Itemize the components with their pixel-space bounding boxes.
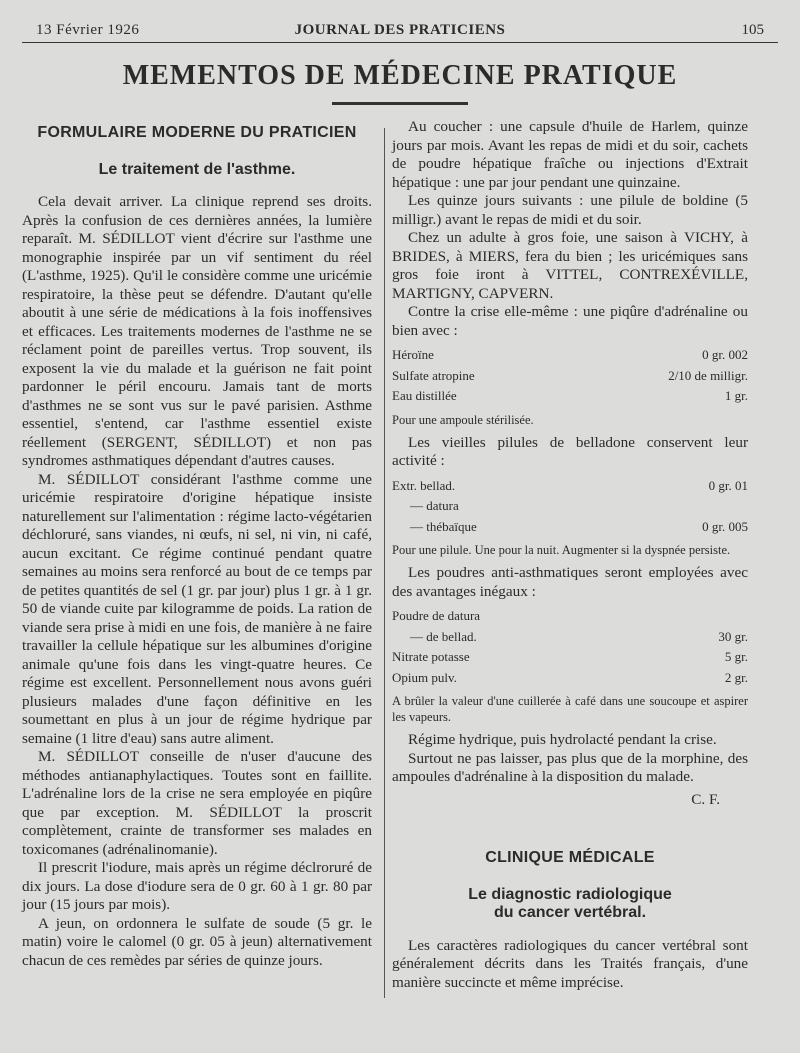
journal-name: JOURNAL DES PRATICIENS (294, 22, 506, 38)
formula-dose: 0 gr. 002 (702, 347, 748, 362)
left-column (22, 118, 372, 970)
section-heading: CLINIQUE MÉDICALE (485, 849, 655, 866)
formula-note: A brûler la valeur d'une cuillerée à café dans une soucoupe et aspirer les vapeurs. (392, 694, 748, 724)
title-underline (332, 102, 468, 105)
spacer (392, 809, 748, 843)
formula-item: Héroïne (392, 347, 434, 362)
paragraph: Surtout ne pas laisser, pas plus que de la morphine, des ampoules d'adrénaline à la disposition du malade. (392, 749, 748, 785)
formula-row (392, 477, 748, 498)
formula-dose: 1 gr. (724, 388, 748, 403)
paragraph: Les caractères radiologiques du cancer vertébral sont généralement décrits dans les Traités français, d'une manière succincte et même imprécise. (392, 936, 748, 991)
paragraph: M. SÉDILLOT conseille de n'user d'aucune des méthodes antianaphylactiques. Toutes sont en faillite. L'adrénaline lors de la crise ne sera employée en piqûre que par exception. M. SÉDILLOT la proscrit complètement, crainte de transformer ses malades en toxicomanes (adrénalinomanie). (22, 748, 372, 858)
formula-dose: 5 gr. (724, 649, 748, 664)
formula-row (392, 367, 748, 388)
formula-row (392, 669, 748, 690)
formula-item: Opium pulv. (392, 669, 457, 685)
formula-pill (392, 477, 748, 539)
formula-item: Eau distillée (392, 388, 457, 403)
formula-item: — de bellad. (410, 628, 477, 644)
paragraph: Les vieilles pilules de belladone conservent leur activité : (392, 433, 748, 469)
section-heading: FORMULAIRE MODERNE DU PRATICIEN (37, 124, 357, 141)
formula-row (392, 387, 748, 408)
paragraph: M. SÉDILLOT considérant l'asthme comme une uricémie respiratoire d'origine hépatique insiste naturellement sur l'alimentation : régime lacto-végétarien déchloruré, sans viandes, ni œufs, ni sel, ni vin, ni café, aucun excitant. Ce régime continué pendant quatre semaines au moins sera renforcé au bout de ce temps par de petites quantités de sel (1 gr. par jour) plus 1 gr. à 1 gr. 50 de viande cuite par kilogramme de poids. La ration de viande sera prise à midi en une fois, de manière à ne faire travailler la cellule hépatique sur les albumines d'origine animale qu'une fois dans les vingt-quatre heures. Ce régime est excellent. Personnellement nous avons guéri plusieurs malades d'une façon définitive en les soumettant en plus à un jour de régime hydrique par semaine (1 litre d'eau) sans autre aliment. (22, 470, 372, 747)
formula-item: Sulfate atropine (392, 367, 475, 383)
paragraph: Contre la crise elle-même : une piqûre d'adrénaline ou bien avec : (392, 303, 748, 339)
formula-injection (392, 346, 748, 408)
formula-note: Pour une ampoule stérilisée. (392, 412, 534, 427)
author-signature: C. F. (691, 790, 720, 808)
paragraph: Régime hydrique, puis hydrolacté pendant la crise. (408, 731, 717, 748)
article-subtitle: du cancer vertébral. (493, 904, 647, 921)
formula-note: Pour une pilule. Une pour la nuit. Augmenter si la dyspnée persiste. (392, 543, 731, 557)
formula-row (392, 607, 748, 628)
formula-item: — thébaïque (410, 518, 477, 534)
page-number: 105 (741, 22, 764, 38)
formula-dose: 0 gr. 01 (708, 477, 748, 493)
paragraph: Au coucher : une capsule d'huile de Harlem, quinze jours par mois. Avant les repas de midi et du soir, cachets de poudre hépatique fraîche ou injections d'Extrait hépatique : une par jour pendant une quinzaine. (392, 118, 748, 191)
right-column (392, 118, 748, 992)
formula-dose: 2 gr. (724, 669, 748, 685)
paragraph: Les poudres anti-asthmatiques seront employées avec des avantages inégaux : (392, 564, 748, 600)
formula-dose: 0 gr. 005 (702, 518, 748, 534)
formula-dose (628, 607, 748, 628)
formula-dose: 2/10 de milligr. (668, 367, 748, 383)
formula-row (392, 648, 748, 669)
formula-powder (392, 607, 748, 689)
paragraph: Il prescrit l'iodure, mais après un régime déclroruré de dix jours. La dose d'iodure sera de 0 gr. 60 à 1 gr. 80 par jour (15 jours par mois). (22, 859, 372, 913)
formula-row (392, 346, 748, 367)
column-divider (384, 128, 385, 998)
formula-row (392, 628, 748, 649)
formula-dose: 30 gr. (718, 628, 748, 644)
article-subtitle: Le traitement de l'asthme. (98, 160, 296, 178)
formula-item: Extr. bellad. (392, 477, 456, 493)
issue-date: 13 Février 1926 (36, 22, 140, 38)
paragraph: Les quinze jours suivants : une pilule de boldine (5 milligr.) avant le repas de midi et du soir. (392, 192, 748, 228)
page-title: MEMENTOS DE MÉDECINE PRATIQUE (122, 60, 678, 91)
formula-item: — datura (410, 498, 459, 513)
running-header (36, 22, 764, 40)
formula-row (392, 518, 748, 539)
formula-item: Nitrate potasse (392, 649, 470, 664)
article-subtitle: Le diagnostic radiologique (468, 885, 672, 903)
header-rule (22, 42, 778, 43)
formula-item: Poudre de datura (392, 608, 481, 623)
paragraph: Chez un adulte à gros foie, une saison à VICHY, à BRIDES, à MIERS, fera du bien ; les uricémiques sans gros foie iront à VITTEL, CONTREXÉVILLE, MARTIGNY, CAPVERN. (392, 229, 748, 302)
paragraph: Cela devait arriver. La clinique reprend ses droits. Après la confusion de ces dernières années, la lumière reparaît. M. SÉDILLOT vient d'écrire sur l'asthme une monographie inspirée par un vif sentiment du réel (L'asthme, 1925). Qu'il le considère comme une uricémie respiratoire, la thèse peut se défendre. D'autant qu'elle aboutit à une série de médications à la fois inoffensives et efficaces. Les traitements modernes de l'asthme ne se réclament point de pareilles vertus. Trop souvent, ils exposent la vie du malade et la guérison ne fait point pardonner le péril encouru. Jamais tant de morts d'asthmes ne se sont vus sur le pavé parisien. Asthme essentiel, s'entend, car l'asthme essentiel existe réellement (SERGENT, SÉDILLOT) et non pas syndromes asthmatiques dépendant d'autres causes. (22, 193, 372, 469)
formula-dose (628, 497, 748, 518)
formula-row (392, 497, 748, 518)
paragraph: A jeun, on ordonnera le sulfate de soude (5 gr. le matin) voire le calomel (0 gr. 05 à jeun) alternativement chacun de ces remèdes par séries de quinze jours. (22, 914, 372, 969)
